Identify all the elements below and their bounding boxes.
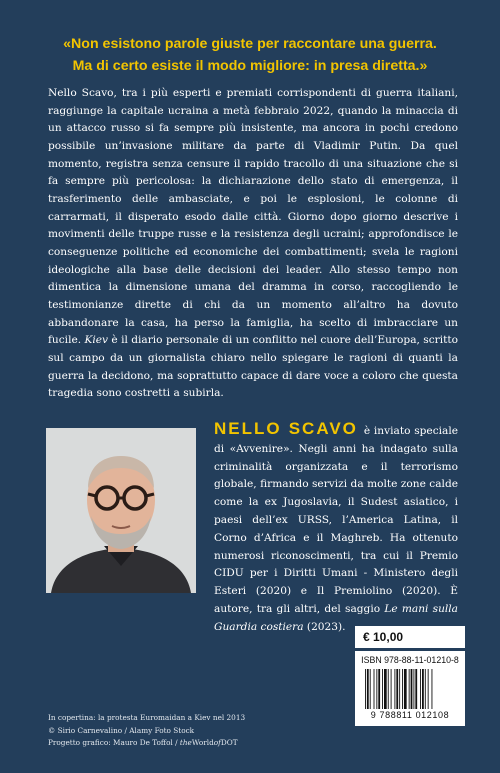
- barcode-bar: [411, 669, 413, 709]
- author-section: [46, 419, 466, 633]
- barcode-bar: [396, 669, 398, 709]
- barcode-bar: [428, 669, 429, 709]
- author-bio: [214, 420, 458, 637]
- credits-studio-dot: DOT: [220, 738, 238, 747]
- barcode-bar: [384, 669, 387, 709]
- barcode-bar: [425, 669, 426, 709]
- pull-quote: [30, 33, 470, 77]
- barcode-bar: [399, 669, 400, 709]
- barcode-image: [363, 669, 457, 709]
- author-name: NELLO SCAVO: [214, 419, 358, 438]
- barcode-bar: [422, 669, 424, 709]
- barcode-bar: [409, 669, 410, 709]
- pull-quote-line-2: Ma di certo esiste il modo migliore: in presa diretta.»: [72, 58, 428, 74]
- barcode-bar: [378, 669, 380, 709]
- barcode-bar: [365, 669, 366, 709]
- credits-studio-of: of: [213, 738, 221, 747]
- blurb-book-title: Kiev: [84, 334, 109, 347]
- barcode-panel: [355, 651, 465, 726]
- cover-credits: [48, 712, 245, 750]
- barcode-bar: [415, 669, 417, 709]
- pull-quote-line-1: «Non esistono parole giuste per raccontare una guerra.: [63, 36, 437, 52]
- barcode-bar: [374, 669, 375, 709]
- credits-designer: Progetto grafico: Mauro De Toffol /: [48, 738, 180, 747]
- credits-graphic-design: [48, 737, 245, 750]
- barcode-bar: [404, 669, 407, 709]
- credits-studio-world: World: [191, 738, 214, 747]
- isbn-text: ISBN 978-88-11-01210-8: [361, 655, 459, 665]
- barcode-bar: [394, 669, 395, 709]
- barcode-bar: [391, 669, 392, 709]
- author-photo: [46, 428, 196, 593]
- author-previous-book: Le mani sulla Guardia costiera: [214, 602, 458, 633]
- barcode-bar: [370, 669, 371, 709]
- barcode-bar: [432, 669, 433, 709]
- barcode-bar: [402, 669, 403, 709]
- book-blurb: [48, 85, 458, 403]
- credits-studio-the: the: [179, 738, 192, 747]
- barcode-bar: [382, 669, 383, 709]
- credits-photographer: © Sirio Carnevalino / Alamy Foto Stock: [48, 725, 195, 735]
- barcode-bar: [413, 669, 414, 709]
- price-label: € 10,00: [355, 626, 465, 648]
- barcode-bar: [367, 669, 369, 709]
- barcode-bar: [376, 669, 377, 709]
- blurb-text-1: Nello Scavo, tra i più esperti e premiati corrispondenti di guerra italiani, raggiunge la capitale ucraina a metà febbraio 2022, quando la minaccia di un attacco russo si fa sempre più insistente, ma ancora in pochi credono possibile un’invasione militare da parte di Vladimir Putin. Da quel momento, registra senza censure il rapido tracollo di una situazione che si fa sempre più pericolosa: la dichiarazione dello stato di emergenza, il trasferimento delle ambasciate, e poi le esplosioni, le colonne di carrarmati, il disperato esodo dalle città. Giorno dopo giorno descrive i movimenti delle truppe russe e la resistenza degli ucraini; approfondisce le conseguenze politiche ed economiche dei combattimenti; svela le ragioni ideologiche alla base delle decisioni dei leader. Allo stesso tempo non dimentica la dimensione umana del dramma in corso, raccogliendo le testimonianze dirette di chi da un momento all’altro ha dovuto abbandonare la casa, ha perso la famiglia, ha scelto di imbracciare un fucile.: [48, 87, 458, 347]
- author-portrait-illustration: [46, 428, 196, 593]
- author-bio-text-1: è inviato speciale di «Avvenire». Negli anni ha indagato sulla criminalità organizzata e il terrorismo globale, firmando servizi da molte zone calde come la ex Jugoslavia, il Sudest asiatico, i paesi dell’ex URSS, l’America Latina, il Corno d’Africa e il Maghreb. Ha ottenuto numerosi riconoscimenti, tra cui il Premio CIDU per i Diritti Umani - Ministero degli Esteri (2020) e Il Premiolino (2020). È autore, tra gli altri, del saggio: [214, 425, 458, 615]
- author-bio-text-2: (2023).: [303, 620, 346, 633]
- barcode-digits: 9 788811 012108: [370, 710, 450, 720]
- barcode-bar: [420, 669, 421, 709]
- credits-cover-photo: In copertina: la protesta Euromaidan a Kiev nel 2013: [48, 713, 246, 722]
- blurb-text-2: è il diario personale di un conflitto nel cuore dell’Europa, scritto sul campo da un giornalista chiaro nello spiegare le ragioni di quanti la guerra la decidono, ma soprattutto capace di dare voce a coloro che questa tragedia sono costretti a subirla.: [48, 334, 458, 400]
- barcode-bar: [388, 669, 389, 709]
